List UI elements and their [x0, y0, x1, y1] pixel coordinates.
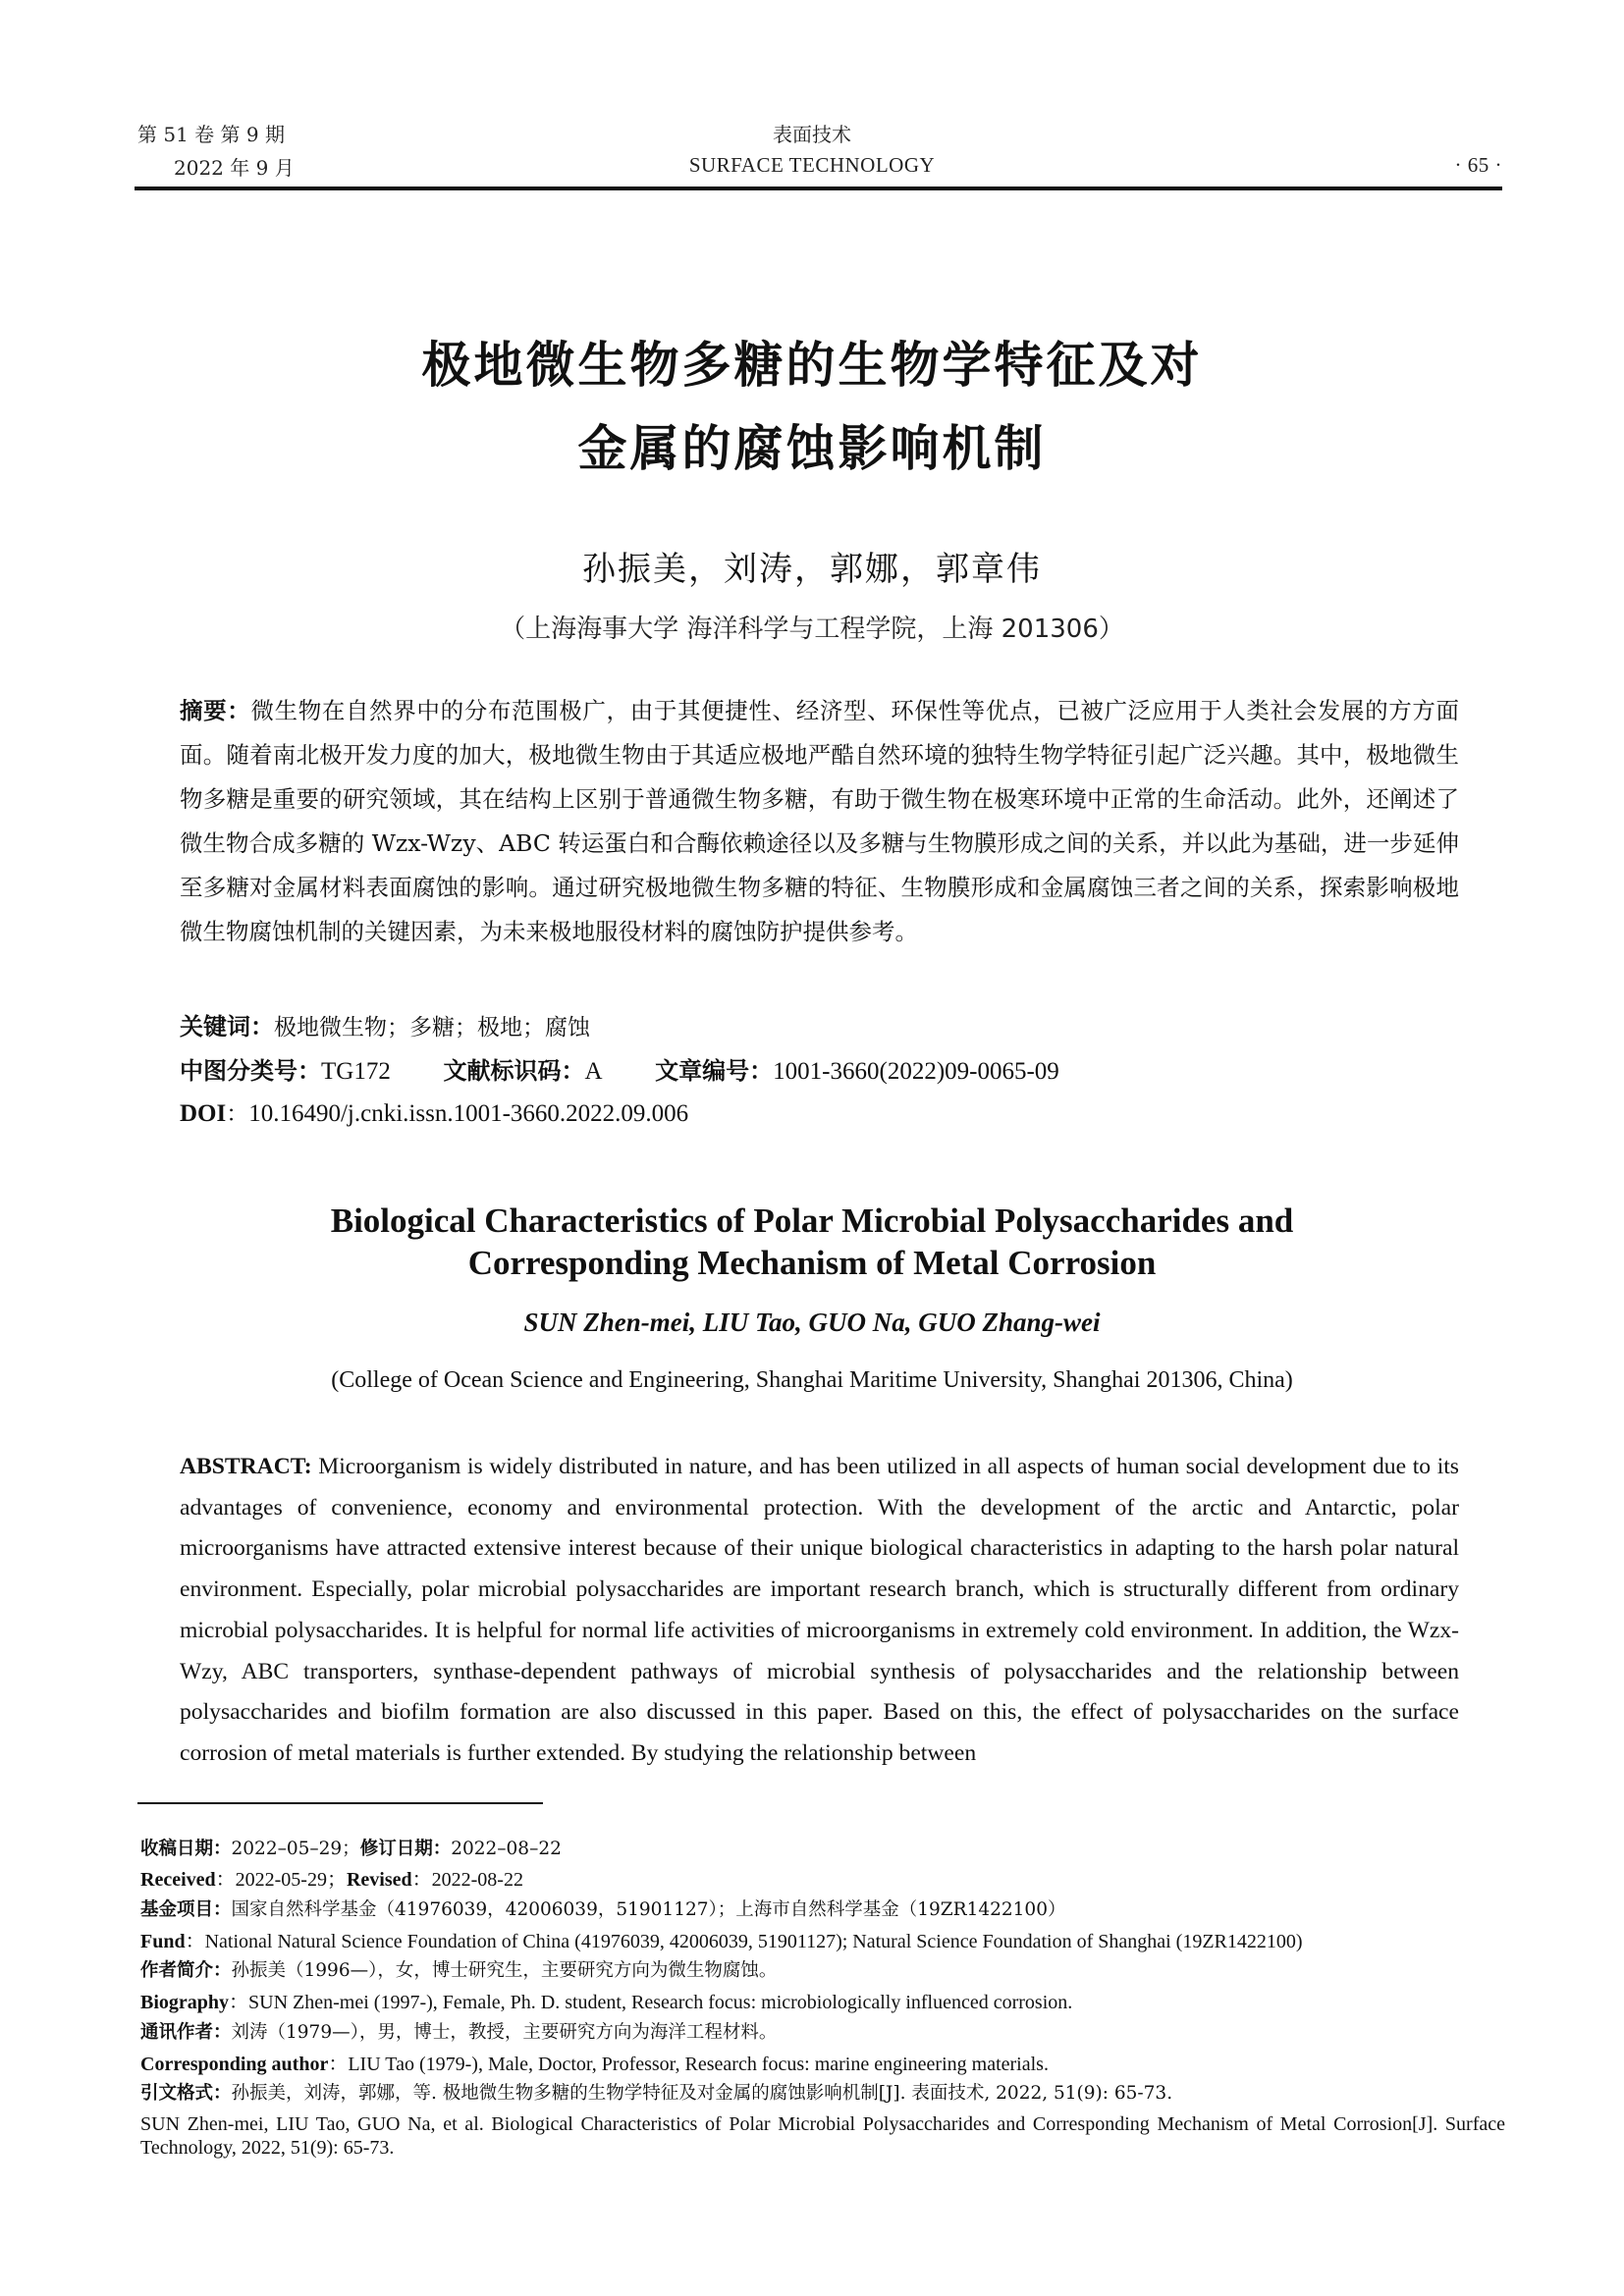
article-number-label: 文章编号：: [655, 1057, 774, 1085]
bio-cn-value: 孙振美（1996—），女，博士研究生，主要研究方向为微生物腐蚀。: [231, 1960, 778, 1981]
title-en-line1: Biological Characteristics of Polar Microbial Polysaccharides and: [330, 1201, 1294, 1240]
doi-value: 10.16490/j.cnki.issn.1001-3660.2022.09.006: [248, 1100, 689, 1127]
revised-cn-label: 修订日期：: [359, 1839, 452, 1859]
header-rule: [135, 187, 1502, 190]
keywords-cn-label: 关键词：: [180, 1013, 274, 1041]
clc-value: TG172: [321, 1058, 391, 1085]
abstract-cn-label: 摘要：: [180, 697, 251, 724]
revised-cn-value: 2022–08–22: [451, 1839, 562, 1859]
authors-cn: 孙振美，刘涛，郭娜，郭章伟: [582, 550, 1042, 589]
revised-en-value: ：2022-08-22: [411, 1869, 523, 1891]
footnote-rule: [137, 1802, 543, 1804]
affiliation-en: (College of Ocean Science and Engineering, Shanghai Maritime University, Shanghai 201306, China): [331, 1367, 1293, 1393]
article-number-value: 1001-3660(2022)09-0065-09: [773, 1058, 1059, 1085]
corr-cn-label: 通讯作者：: [140, 2022, 232, 2043]
footnote-bio-cn: [140, 1959, 1505, 1983]
clc-label: 中图分类号：: [180, 1057, 321, 1085]
header-journal-cn: 表面技术: [773, 123, 851, 146]
header-date: 2022 年 9 月: [174, 156, 295, 180]
doi-line: [180, 1095, 688, 1128]
received-cn-value: 2022–05–29；: [231, 1839, 360, 1859]
header-journal-en: SURFACE TECHNOLOGY: [688, 153, 936, 177]
cite-cn-value: 孙振美，刘涛，郭娜，等. 极地微生物多糖的生物学特征及对金属的腐蚀影响机制[J]. 表面技术, 2022, 51(9): 65-73.: [231, 2083, 1173, 2104]
doc-code-label: 文献标识码：: [443, 1057, 585, 1085]
footnote-fund-en: [140, 1930, 1505, 1953]
fund-en-label: Fund: [140, 1931, 186, 1952]
corr-cn-value: 刘涛（1979—），男，博士，教授，主要研究方向为海洋工程材料。: [231, 2022, 778, 2043]
header-page-number: · 65 ·: [1454, 153, 1502, 177]
bio-en-value: ：SUN Zhen-mei (1997-), Female, Ph. D. student, Research focus: microbiologically influenced corrosion.: [229, 1992, 1073, 2013]
received-en-value: ：2022-05-29；: [215, 1869, 347, 1891]
keywords-cn-text: 极地微生物；多糖；极地；腐蚀: [274, 1015, 590, 1041]
authors-en: SUN Zhen-mei, LIU Tao, GUO Na, GUO Zhang-wei: [523, 1308, 1101, 1337]
received-en-label: Received: [140, 1869, 216, 1891]
title-cn-line2: 金属的腐蚀影响机制: [577, 420, 1047, 477]
affiliation-cn: （上海海事大学 海洋科学与工程学院，上海 201306）: [500, 614, 1124, 644]
abstract-en: [180, 1447, 1459, 1775]
corr-en-value: ：LIU Tao (1979-), Male, Doctor, Professor, Research focus: marine engineering materials.: [328, 2054, 1049, 2075]
footnote-fund-cn: [140, 1898, 1505, 1922]
doi-sep: ：: [226, 1101, 249, 1127]
fund-en-value: ：National Natural Science Foundation of China (41976039, 42006039, 51901127); Natural Science Foundation of Shanghai (19ZR1422100): [185, 1931, 1303, 1952]
abstract-cn-text: 微生物在自然界中的分布范围极广，由于其便捷性、经济型、环保性等优点，已被广泛应用于人类社会发展的方方面面。随着南北极开发力度的加大，极地微生物由于其适应极地严酷自然环境的独特生物学特征引起广泛兴趣。其中，极地微生物多糖是重要的研究领域，其在结构上区别于普通微生物多糖，有助于微生物在极寒环境中正常的生命活动。此外，还阐述了微生物合成多糖的 Wzx-Wzy、ABC 转运蛋白和合酶依赖途径以及多糖与生物膜形成之间的关系，并以此为基础，进一步延伸至多糖对金属材料表面腐蚀的影响。通过研究极地微生物多糖的特征、生物膜形成和金属腐蚀三者之间的关系，探索影响极地微生物腐蚀机制的关键因素，为未来极地服役材料的腐蚀防护提供参考。: [180, 697, 1460, 945]
footnote-corr-cn: [140, 2021, 1505, 2045]
abstract-en-text: Microorganism is widely distributed in nature, and has been utilized in all aspects of human social development due to its advantages of convenience, economy and environmental protection. With the development of the arctic and Antarctic, polar microorganisms have attracted extensive interest because of their unique biological characteristics in adapting to the harsh polar natural environment. Especially, polar microbial polysaccharides are important research branch, which is structurally different from ordinary microbial polysaccharides. It is helpful for normal life activities of microorganisms in extremely cold environment. In addition, the Wzx-Wzy, ABC transporters, synthase-dependent pathways of microbial synthesis of polysaccharides and the relationship between polysaccharides and biofilm formation are also discussed in this paper. Based on this, the effect of polysaccharides on the surface corrosion of metal materials is further extended. By studying the relationship between: [180, 1454, 1459, 1766]
footnote-cite-cn: [140, 2082, 1505, 2106]
corr-en-label: Corresponding author: [140, 2054, 329, 2075]
title-en-line2: Corresponding Mechanism of Metal Corrosion: [467, 1244, 1157, 1282]
bio-cn-label: 作者简介：: [140, 1960, 232, 1981]
bio-en-label: Biography: [140, 1992, 230, 2013]
footnote-cite-en: SUN Zhen-mei, LIU Tao, GUO Na, et al. Biological Characteristics of Polar Microbial Polysaccharides and Corresponding Mechanism of Metal Corrosion[J]. Surface Technology, 2022, 51(9): 65-73.: [140, 2113, 1505, 2159]
keywords-cn: [180, 1007, 590, 1041]
abstract-en-label: ABSTRACT:: [180, 1454, 312, 1479]
header-volume-issue: 第 51 卷 第 9 期: [137, 123, 285, 146]
footnote-corr-en: [140, 2053, 1505, 2076]
footnote-received-en: [140, 1868, 1505, 1892]
revised-en-label: Revised: [346, 1869, 412, 1891]
cite-cn-label: 引文格式：: [140, 2083, 232, 2104]
footnote-bio-en: [140, 1991, 1505, 2014]
fund-cn-label: 基金项目：: [140, 1899, 232, 1920]
abstract-cn: [180, 689, 1459, 954]
classification-line: [180, 1051, 1059, 1086]
doi-label: DOI: [180, 1100, 227, 1127]
title-cn-line1: 极地微生物多糖的生物学特征及对: [421, 337, 1203, 394]
received-cn-label: 收稿日期：: [140, 1839, 232, 1859]
doc-code-value: A: [584, 1058, 603, 1085]
fund-cn-value: 国家自然科学基金（41976039，42006039，51901127）；上海市自然科学基金（19ZR1422100）: [231, 1899, 1066, 1920]
footnote-received-cn: [140, 1838, 1505, 1861]
